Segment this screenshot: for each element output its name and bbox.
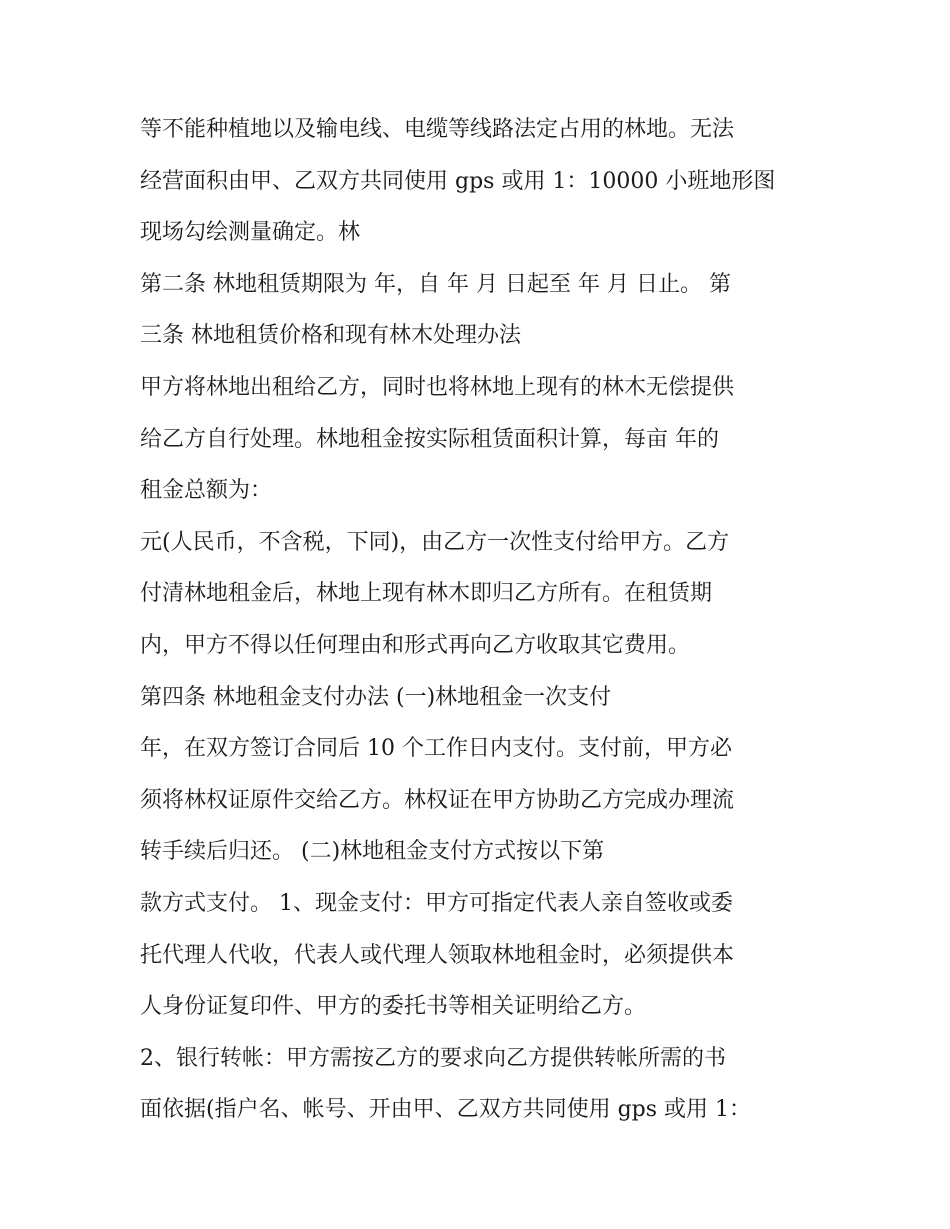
text-line: 转手续后归还。 (二)林地租金支付方式按以下第	[140, 839, 605, 865]
text-line: 第四条 林地租金支付办法 (一)林地租金一次支付	[140, 684, 612, 710]
text-line: 甲方将林地出租给乙方，同时也将林地上现有的林木无偿提供	[140, 374, 735, 400]
text-line: 三条 林地租赁价格和现有林木处理办法	[140, 323, 521, 349]
text-line: 人身份证复印件、甲方的委托书等相关证明给乙方。	[140, 994, 647, 1020]
text-line: 须将林权证原件交给乙方。林权证在甲方协助乙方完成办理流	[140, 787, 735, 813]
text-line: 给乙方自行处理。林地租金按实际租赁面积计算，每亩 年的	[140, 426, 719, 452]
text-line: 等不能种植地以及输电线、电缆等线路法定占用的林地。无法	[140, 117, 735, 142]
text-line: 租金总额为：	[140, 478, 273, 504]
text-line: 款方式支付。 1、现金支付：甲方可指定代表人亲自签收或委	[140, 890, 733, 916]
text-line: 年，在双方签订合同后 10 个工作日内支付。支付前，甲方必	[140, 736, 732, 762]
document-body	[140, 104, 830, 1136]
text-line: 面依据(指户名、帐号、开由甲、乙双方共同使用 gps 或用 1：	[140, 1097, 752, 1123]
text-line: 第二条 林地租赁期限为 年，自 年 月 日起至 年 月 日止。 第	[140, 271, 731, 297]
text-line: 2、银行转帐：甲方需按乙方的要求向乙方提供转帐所需的书	[140, 1045, 726, 1071]
text-line: 内，甲方不得以任何理由和形式再向乙方收取其它费用。	[140, 632, 691, 658]
text-line: 现场勾绘测量确定。林	[140, 220, 361, 246]
text-line: 托代理人代收，代表人或代理人领取林地租金时，必须提供本	[140, 942, 735, 968]
text-line: 元(人民币，不含税，下同)，由乙方一次性支付给甲方。乙方	[140, 529, 730, 555]
text-line: 经营面积由甲、乙双方共同使用 gps 或用 1：10000 小班地形图	[140, 168, 776, 194]
text-line: 付清林地租金后，林地上现有林木即归乙方所有。在租赁期	[140, 581, 713, 607]
